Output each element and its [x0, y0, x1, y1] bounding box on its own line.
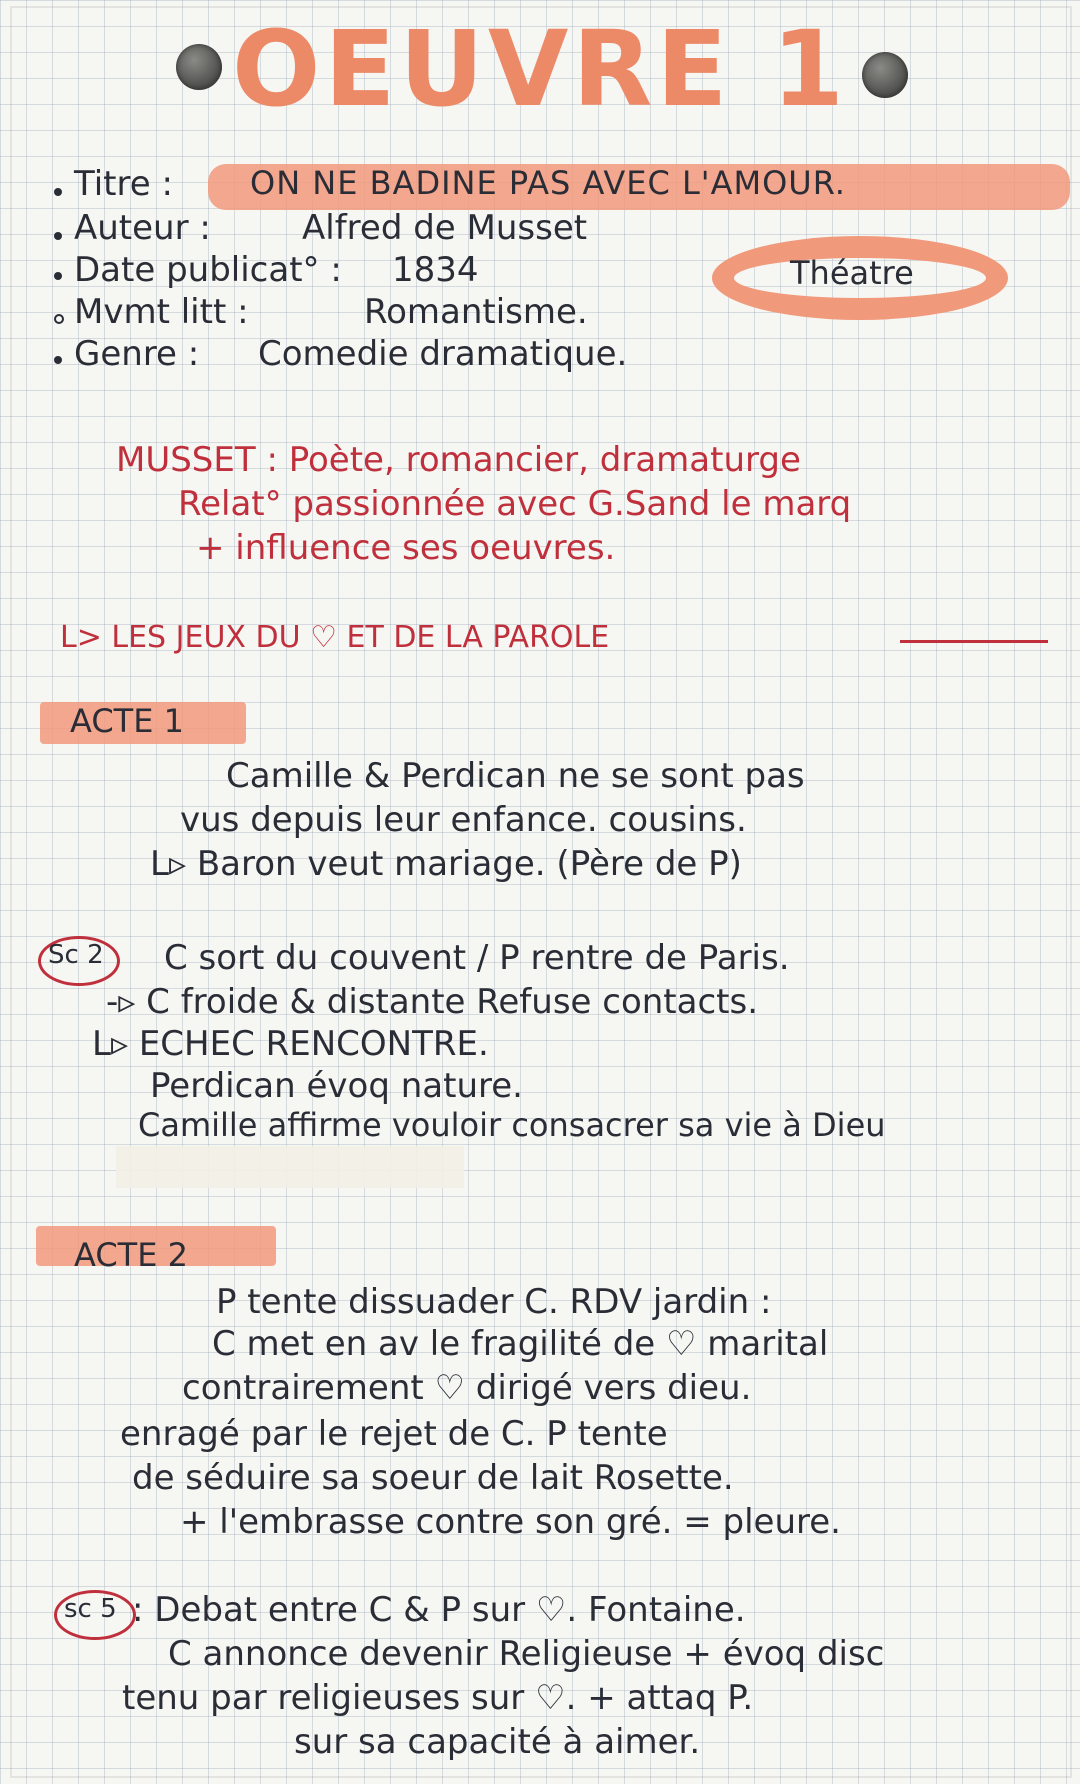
acte2-line-4: enragé par le rejet de C. P tente [120, 1414, 668, 1454]
acte2-line-9: tenu par religieuses sur ♡. + attaq P. [122, 1678, 754, 1718]
musset-line-2: Relat° passionnée avec G.Sand le marq [178, 484, 852, 524]
auteur-label: Auteur : [74, 208, 211, 248]
acte2-line-5: de séduire sa soeur de lait Rosette. [132, 1458, 734, 1498]
date-value: 1834 [392, 250, 479, 290]
titre-value: ON NE BADINE PAS AVEC L'AMOUR. [250, 164, 846, 202]
acte2-line-7: : Debat entre C & P sur ♡. Fontaine. [132, 1590, 746, 1630]
bullet [54, 272, 62, 280]
acte1-line-8: Camille affirme vouloir consacrer sa vie à Dieu [138, 1106, 886, 1144]
acte2-line-10: sur sa capacité à aimer. [294, 1722, 701, 1762]
tape-patch [116, 1146, 464, 1188]
acte1-line-3: L▹ Baron veut mariage. (Père de P) [150, 844, 742, 884]
theme-rule [900, 640, 1048, 643]
acte1-line-6: L▹ ECHEC RENCONTRE. [92, 1024, 489, 1064]
date-label: Date publicat° : [74, 250, 342, 290]
acte1-sc-label: Sc 2 [48, 940, 104, 970]
mvmt-label: Mvmt litt : [74, 292, 249, 332]
bullet [54, 314, 64, 324]
bullet [54, 232, 62, 240]
acte1-line-7: Perdican évoq nature. [150, 1066, 523, 1106]
theme-heading: L> LES JEUX DU ♡ ET DE LA PAROLE [60, 620, 610, 655]
acte1-line-5: -▹ C froide & distante Refuse contacts. [106, 982, 759, 1022]
acte2-line-3: contrairement ♡ dirigé vers dieu. [182, 1368, 752, 1408]
genre-tag: Théatre [790, 254, 914, 292]
acte2-line-2: C met en av le fragilité de ♡ marital [212, 1324, 829, 1364]
acte2-heading: ACTE 2 [74, 1236, 188, 1274]
acte1-heading: ACTE 1 [70, 702, 184, 740]
bullet [54, 356, 62, 364]
genre-label: Genre : [74, 334, 200, 374]
bullet [54, 188, 62, 196]
musset-line-1: MUSSET : Poète, romancier, dramaturge [116, 440, 801, 480]
acte1-line-4: C sort du couvent / P rentre de Paris. [164, 938, 790, 978]
genre-value: Comedie dramatique. [258, 334, 628, 374]
acte2-line-1: P tente dissuader C. RDV jardin : [216, 1282, 772, 1322]
acte1-line-2: vus depuis leur enfance. cousins. [180, 800, 747, 840]
page-title: OEUVRE 1 [231, 8, 849, 130]
mvmt-value: Romantisme. [364, 292, 588, 332]
acte1-line-1: Camille & Perdican ne se sont pas [226, 756, 805, 796]
acte2-line-8: C annonce devenir Religieuse + évoq disc [168, 1634, 885, 1674]
auteur-value: Alfred de Musset [302, 208, 588, 248]
titre-label: Titre : [74, 164, 173, 204]
acte2-sc-label: sc 5 [64, 1594, 117, 1624]
musset-line-3: + influence ses oeuvres. [196, 528, 616, 568]
acte2-line-6: + l'embrasse contre son gré. = pleure. [180, 1502, 841, 1542]
